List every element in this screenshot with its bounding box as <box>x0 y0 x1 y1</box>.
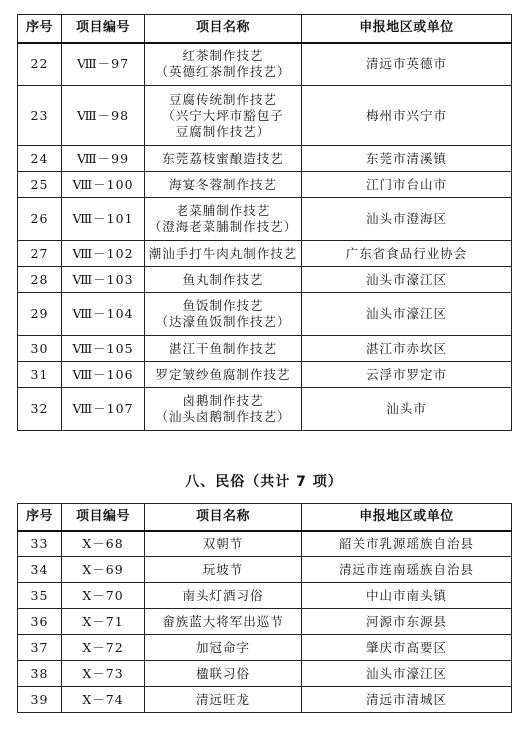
project-name <box>145 172 302 198</box>
project-name <box>145 388 302 431</box>
table-row <box>18 198 512 241</box>
project-name <box>145 43 302 86</box>
applicant-region: 云浮市罗定市 <box>302 362 512 388</box>
project-code: Ⅹ－71 <box>62 609 145 635</box>
project-name-line: 鱼饭制作技艺 <box>182 298 264 313</box>
table-row <box>18 146 512 172</box>
row-number: 38 <box>18 661 62 687</box>
project-name <box>145 583 302 609</box>
applicant-region: 汕头市濠江区 <box>302 267 512 293</box>
table-row <box>18 583 512 609</box>
table-row <box>18 241 512 267</box>
project-name-line: （兴宁大坪市豁包子 <box>162 107 284 123</box>
row-number: 24 <box>18 146 62 172</box>
project-name-line: 潮汕手打牛肉丸制作技艺 <box>148 245 298 261</box>
applicant-region: 湛江市赤坎区 <box>302 336 512 362</box>
row-number: 36 <box>18 609 62 635</box>
project-code: Ⅷ－102 <box>62 241 145 267</box>
table-row <box>18 609 512 635</box>
row-number: 34 <box>18 557 62 583</box>
project-name-line: 楹联习俗 <box>195 665 250 681</box>
table-row <box>18 43 512 86</box>
header-code: 项目编号 <box>62 504 145 531</box>
project-name-line: 豆腐传统制作技艺 <box>168 91 277 107</box>
project-name-line: 罗定皱纱鱼腐制作技艺 <box>155 366 291 382</box>
header-no: 序号 <box>18 504 62 531</box>
row-number: 26 <box>18 198 62 241</box>
table-row <box>18 388 512 431</box>
project-name <box>145 241 302 267</box>
row-number: 33 <box>18 531 62 557</box>
table-body <box>18 531 512 713</box>
project-name-line: 海宴冬蓉制作技艺 <box>168 176 277 192</box>
project-name <box>145 635 302 661</box>
project-code: Ⅷ－101 <box>62 198 145 241</box>
section-title-folk-customs: 八、民俗（共计 7 项） <box>185 474 343 490</box>
applicant-region: 江门市台山市 <box>302 172 512 198</box>
applicant-region: 汕头市澄海区 <box>302 198 512 241</box>
row-number: 37 <box>18 635 62 661</box>
project-code: Ⅹ－74 <box>62 687 145 713</box>
table-row <box>18 267 512 293</box>
project-code: Ⅷ－104 <box>62 293 145 336</box>
row-number: 31 <box>18 362 62 388</box>
project-name-line: 豆腐制作技艺） <box>175 123 271 139</box>
project-name <box>145 198 302 241</box>
project-name-line: 南头灯酒习俗 <box>182 587 264 603</box>
table-header-row <box>18 504 512 531</box>
project-name-line: 东莞荔枝蜜酿造技艺 <box>162 150 284 166</box>
project-name <box>145 609 302 635</box>
table-header-row <box>18 15 512 43</box>
project-code: Ⅹ－70 <box>62 583 145 609</box>
project-code: Ⅷ－98 <box>62 86 145 146</box>
row-number: 29 <box>18 293 62 336</box>
heritage-table-2 <box>17 503 512 713</box>
applicant-region: 汕头市 <box>302 388 512 431</box>
project-code: Ⅹ－69 <box>62 557 145 583</box>
project-name <box>145 146 302 172</box>
project-name-line: 鱼丸制作技艺 <box>182 271 264 287</box>
applicant-region: 河源市东源县 <box>302 609 512 635</box>
project-name-line: 玩坡节 <box>202 561 244 577</box>
applicant-region: 清远市连南瑶族自治县 <box>302 557 512 583</box>
project-name <box>145 293 302 336</box>
project-code: Ⅷ－97 <box>62 43 145 86</box>
project-name-line: 老菜脯制作技艺 <box>175 203 271 218</box>
row-number: 30 <box>18 336 62 362</box>
project-code: Ⅷ－100 <box>62 172 145 198</box>
applicant-region: 清远市英德市 <box>302 43 512 86</box>
project-name <box>145 336 302 362</box>
project-code: Ⅹ－68 <box>62 531 145 557</box>
project-name <box>145 86 302 146</box>
table-row <box>18 336 512 362</box>
table-row <box>18 687 512 713</box>
table-row <box>18 172 512 198</box>
project-name-line: （汕头卤鹅制作技艺） <box>155 409 291 424</box>
row-number: 39 <box>18 687 62 713</box>
project-name <box>145 362 302 388</box>
project-name-line: 清远旺龙 <box>195 691 250 707</box>
project-code: Ⅷ－105 <box>62 336 145 362</box>
applicant-region: 肇庆市高要区 <box>302 635 512 661</box>
row-number: 32 <box>18 388 62 431</box>
table-row <box>18 557 512 583</box>
project-code: Ⅹ－72 <box>62 635 145 661</box>
table-row <box>18 362 512 388</box>
table-row <box>18 531 512 557</box>
project-name-line: 红茶制作技艺 <box>182 48 264 64</box>
project-name-line: 双朝节 <box>202 535 244 551</box>
row-number: 35 <box>18 583 62 609</box>
table-row <box>18 635 512 661</box>
applicant-region: 广东省食品行业协会 <box>302 241 512 267</box>
project-code: Ⅷ－99 <box>62 146 145 172</box>
project-name-line: （英德红茶制作技艺） <box>155 64 291 80</box>
project-name <box>145 557 302 583</box>
table-row <box>18 293 512 336</box>
project-code: Ⅷ－103 <box>62 267 145 293</box>
header-region: 申报地区或单位 <box>302 504 512 531</box>
header-no: 序号 <box>18 15 62 43</box>
header-code: 项目编号 <box>62 15 145 43</box>
project-name <box>145 661 302 687</box>
project-name <box>145 531 302 557</box>
project-name-line: 畲族蓝大将军出巡节 <box>162 613 284 629</box>
applicant-region: 中山市南头镇 <box>302 583 512 609</box>
project-name-line: 湛江干鱼制作技艺 <box>168 340 277 356</box>
row-number: 27 <box>18 241 62 267</box>
applicant-region: 东莞市清溪镇 <box>302 146 512 172</box>
applicant-region: 韶关市乳源瑶族自治县 <box>302 531 512 557</box>
header-name: 项目名称 <box>145 15 302 43</box>
project-name-line: 加冠命字 <box>195 639 250 655</box>
header-name: 项目名称 <box>145 504 302 531</box>
project-code: Ⅷ－107 <box>62 388 145 431</box>
project-name-line: （达濠鱼饭制作技艺） <box>155 314 291 329</box>
applicant-region: 梅州市兴宁市 <box>302 86 512 146</box>
project-code: Ⅷ－106 <box>62 362 145 388</box>
row-number: 28 <box>18 267 62 293</box>
applicant-region: 汕头市濠江区 <box>302 293 512 336</box>
row-number: 22 <box>18 43 62 86</box>
row-number: 25 <box>18 172 62 198</box>
project-name-line: 卤鹅制作技艺 <box>182 393 264 408</box>
row-number: 23 <box>18 86 62 146</box>
table-body <box>18 43 512 431</box>
table-row <box>18 86 512 146</box>
project-name <box>145 687 302 713</box>
applicant-region: 汕头市濠江区 <box>302 661 512 687</box>
project-name <box>145 267 302 293</box>
heritage-table-1 <box>17 14 512 431</box>
header-region: 申报地区或单位 <box>302 15 512 43</box>
applicant-region: 清远市清城区 <box>302 687 512 713</box>
table-row <box>18 661 512 687</box>
project-name-line: （澄海老菜脯制作技艺） <box>148 219 298 234</box>
project-code: Ⅹ－73 <box>62 661 145 687</box>
